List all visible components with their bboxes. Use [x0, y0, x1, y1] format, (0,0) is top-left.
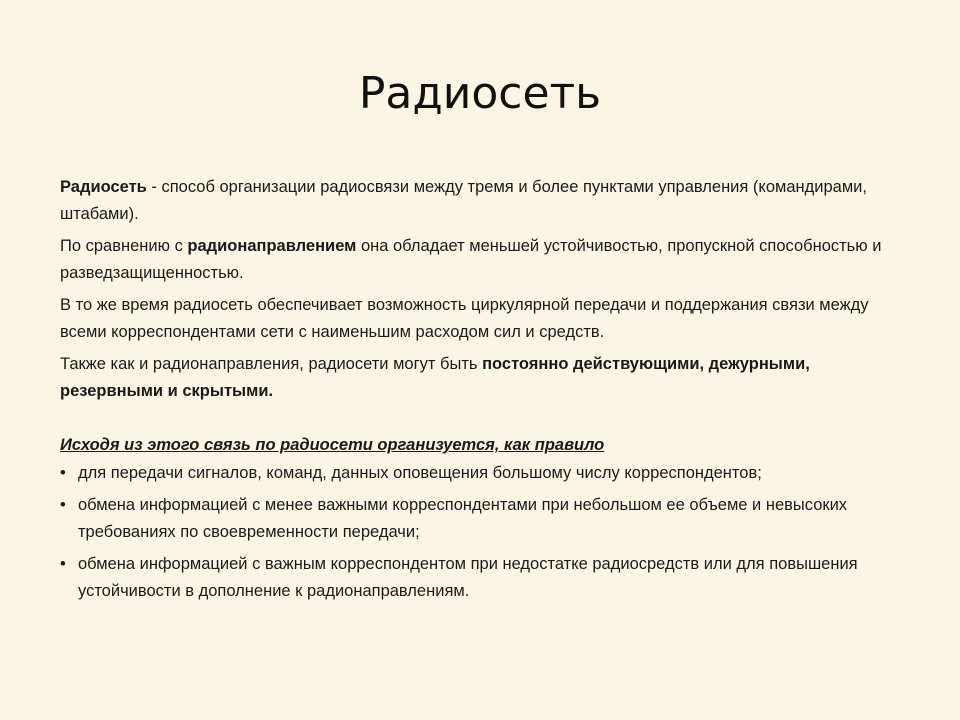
paragraph-types [60, 351, 905, 405]
paragraph-definition [60, 174, 905, 228]
bullet-list [60, 460, 905, 605]
comparison-pre: По сравнению с [60, 237, 188, 255]
paragraph-comparison [60, 233, 905, 287]
section-heading: Исходя из этого связь по радиосети организуется, как правило [60, 436, 605, 454]
bullet-icon: • [60, 496, 66, 514]
term-radio-direction: радионаправлением [187, 237, 357, 255]
bullet-icon: • [60, 464, 66, 482]
bullet-icon: • [60, 555, 66, 573]
list-item-text: для передачи сигналов, команд, данных оповещения большому числу корреспондентов; [78, 464, 762, 482]
types-pre: Также как и радионаправления, радиосети могут быть [60, 355, 483, 373]
list-item-text: обмена информацией с важным корреспондентом при недостатке радиосредств или для повышения устойчивости в дополнение к радионаправлениям. [78, 555, 858, 600]
list-item [60, 460, 905, 487]
comparison-post: она обладает меньшей устойчивостью, пропускной способностью и разведзащищенностью. [60, 237, 882, 282]
paragraph-advantages: В то же время радиосеть обеспечивает возможность циркулярной передачи и поддержания связи между всеми корреспондентами сети с наименьшим расходом сил и средств. [60, 296, 869, 341]
list-item [60, 492, 905, 546]
types-list: постоянно действующими, дежурными, резервными и скрытыми. [60, 355, 810, 400]
slide-body [60, 174, 905, 610]
definition-text: - способ организации радиосвязи между тремя и более пунктами управления (командирами, штабами). [60, 178, 867, 223]
slide-title: Радиосеть [358, 68, 602, 119]
list-item-text: обмена информацией с менее важными корреспондентами при небольшом ее объеме и невысоких требованиях по своевременности передачи; [78, 496, 848, 541]
term-radio-network: Радиосеть [60, 178, 147, 196]
list-item [60, 551, 905, 605]
